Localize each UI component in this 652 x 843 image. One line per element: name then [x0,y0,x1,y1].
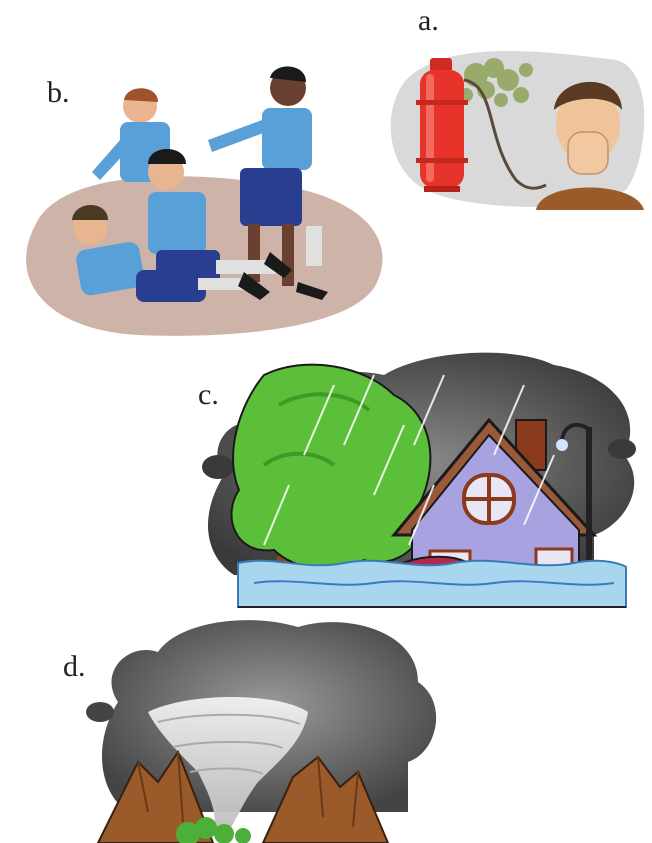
label-a: a. [418,4,439,37]
label-d: d. [63,650,86,683]
fight-illustration [8,60,393,342]
gas-cylinder-icon [416,58,468,192]
label-c: c. [198,378,219,411]
flood-storm-illustration [194,345,646,615]
tornado-illustration [78,612,450,843]
label-b: b. [47,76,70,109]
gas-leak-illustration [386,40,648,210]
